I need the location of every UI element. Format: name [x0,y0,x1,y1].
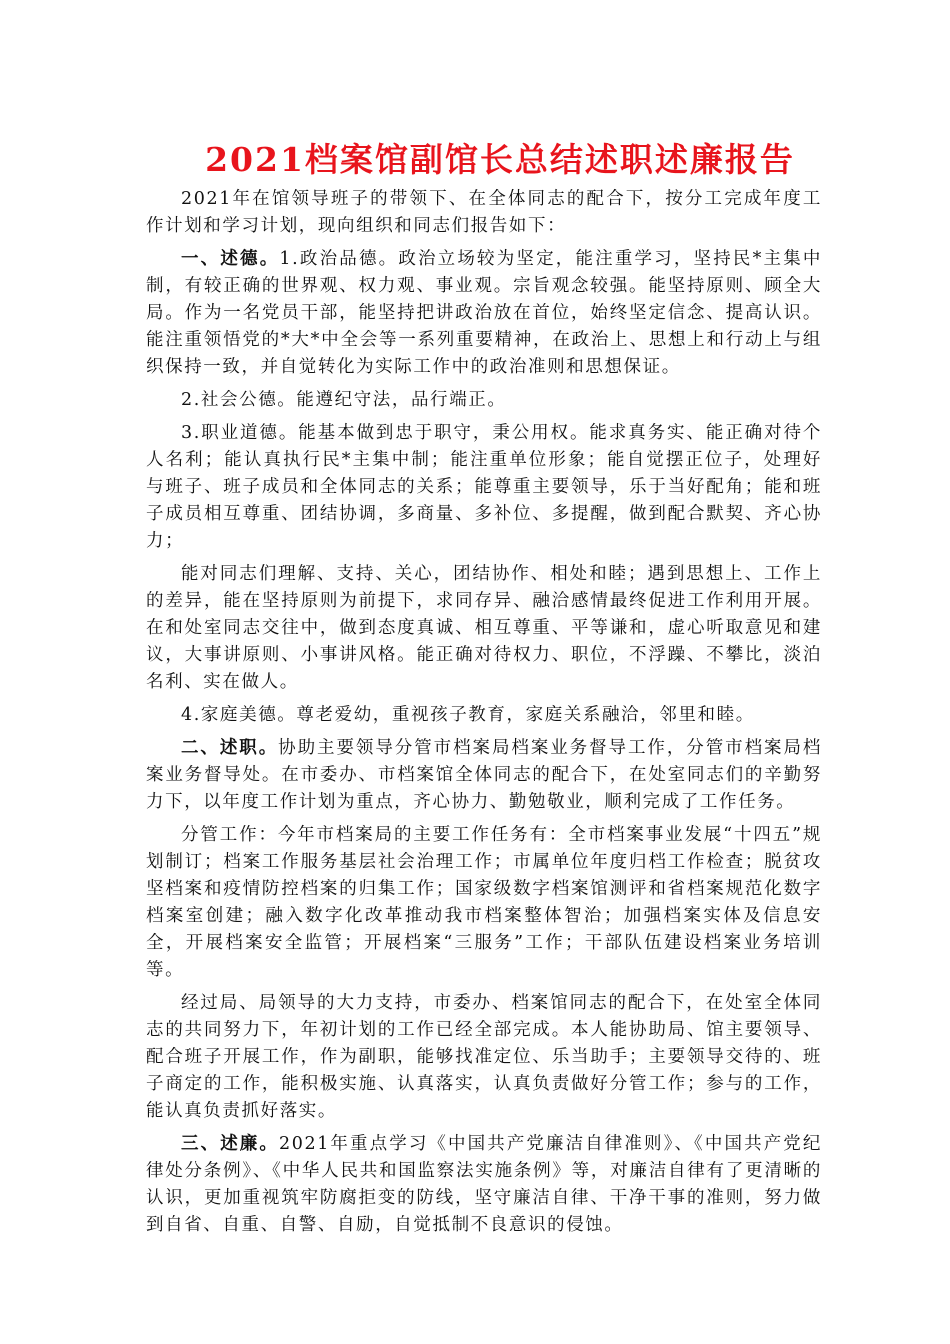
paragraph-virtue-professional [146,420,822,555]
paragraph-duty-tasks [146,822,822,984]
paragraph-text: 分管工作：今年市档案局的主要工作任务有：全市档案事业发展“十四五”规划制订；档案工作服务基层社会治理工作；市属单位年度归档工作检查；脱贫攻坚档案和疫情防控档案的归集工作；国家级数字档案馆测评和省档案规范化数字档案室创建；融入数字化改革推动我市档案整体智治；加强档案实体及信息安全，开展档案安全监管；开展档案“三服务”工作；干部队伍建设档案业务培训等。 [146,825,822,980]
paragraph-text: 2.社会公德。能遵纪守法，品行端正。 [181,390,507,410]
paragraph-virtue-family [146,702,822,729]
paragraph-text: 3.职业道德。能基本做到忠于职守，秉公用权。能求真务实、能正确对待个人名利；能认真执行民*主集中制；能注重单位形象；能自觉摆正位子，处理好与班子、班子成员和全体同志的关系；能尊重主要领导，乐于当好配角；能和班子成员相互尊重、团结协调，多商量、多补位、多提醒，做到配合默契、齐心协力； [146,423,822,551]
document-body [146,186,822,1245]
section-heading-virtue: 一、述德。 [181,249,280,269]
paragraph-text: 经过局、局领导的大力支持，市委办、档案馆同志的配合下，在处室全体同志的共同努力下，年初计划的工作已经全部完成。本人能协助局、馆主要领导、配合班子开展工作，作为副职，能够找准定位、乐当助手；主要领导交待的、班子商定的工作，能积极实施、认真落实，认真负责做好分管工作；参与的工作，能认真负责抓好落实。 [146,993,822,1121]
paragraph-duty-results [146,990,822,1125]
paragraph-text: 4.家庭美德。尊老爱幼，重视孩子教育，家庭关系融洽，邻里和睦。 [181,705,755,725]
paragraph-text: 2021年在馆领导班子的带领下、在全体同志的配合下，按分工完成年度工作计划和学习计划，现向组织和同志们报告如下： [146,189,822,236]
paragraph-text: 协助主要领导分管市档案局档案业务督导工作，分管市档案局档案业务督导处。在市委办、市档案馆全体同志的配合下，在处室同志们的辛勤努力下，以年度工作计划为重点，齐心协力、勤勉敬业，顺利完成了工作任务。 [146,738,822,812]
paragraph-virtue-social [146,387,822,414]
paragraph-virtue-colleagues [146,561,822,696]
paragraph-text: 1.政治品德。政治立场较为坚定，能注重学习，坚持民*主集中制，有较正确的世界观、权力观、事业观。宗旨观念较强。能坚持原则、顾全大局。作为一名党员干部，能坚持把讲政治放在首位，始终坚定信念、提高认识。能注重领悟党的*大*中全会等一系列重要精神，在政治上、思想上和行动上与组织保持一致，并自觉转化为实际工作中的政治准则和思想保证。 [146,249,822,377]
section-heading-duty: 二、述职。 [181,738,279,758]
paragraph-text: 2021年重点学习《中国共产党廉洁自律准则》、《中国共产党纪律处分条例》、《中华人民共和国监察法实施条例》等，对廉洁自律有了更清晰的认识，更加重视筑牢防腐拒变的防线，坚守廉洁自律、干净干事的准则，努力做到自省、自重、自警、自励，自觉抵制不良意识的侵蚀。 [146,1134,822,1235]
section-heading-integrity: 三、述廉。 [181,1134,279,1154]
paragraph-integrity [146,1131,822,1239]
paragraph-intro [146,186,822,240]
paragraph-text: 能对同志们理解、支持、关心，团结协作、相处和睦；遇到思想上、工作上的差异，能在坚持原则为前提下，求同存异、融洽感情最终促进工作利用开展。在和处室同志交往中，做到态度真诚、相互尊重、平等谦和，虚心听取意见和建议，大事讲原则、小事讲风格。能正确对待权力、职位，不浮躁、不攀比，淡泊名利、实在做人。 [146,564,822,692]
paragraph-duty [146,735,822,816]
paragraph-virtue-political [146,246,822,381]
document-title: 2021档案馆副馆长总结述职述廉报告 [205,140,795,179]
